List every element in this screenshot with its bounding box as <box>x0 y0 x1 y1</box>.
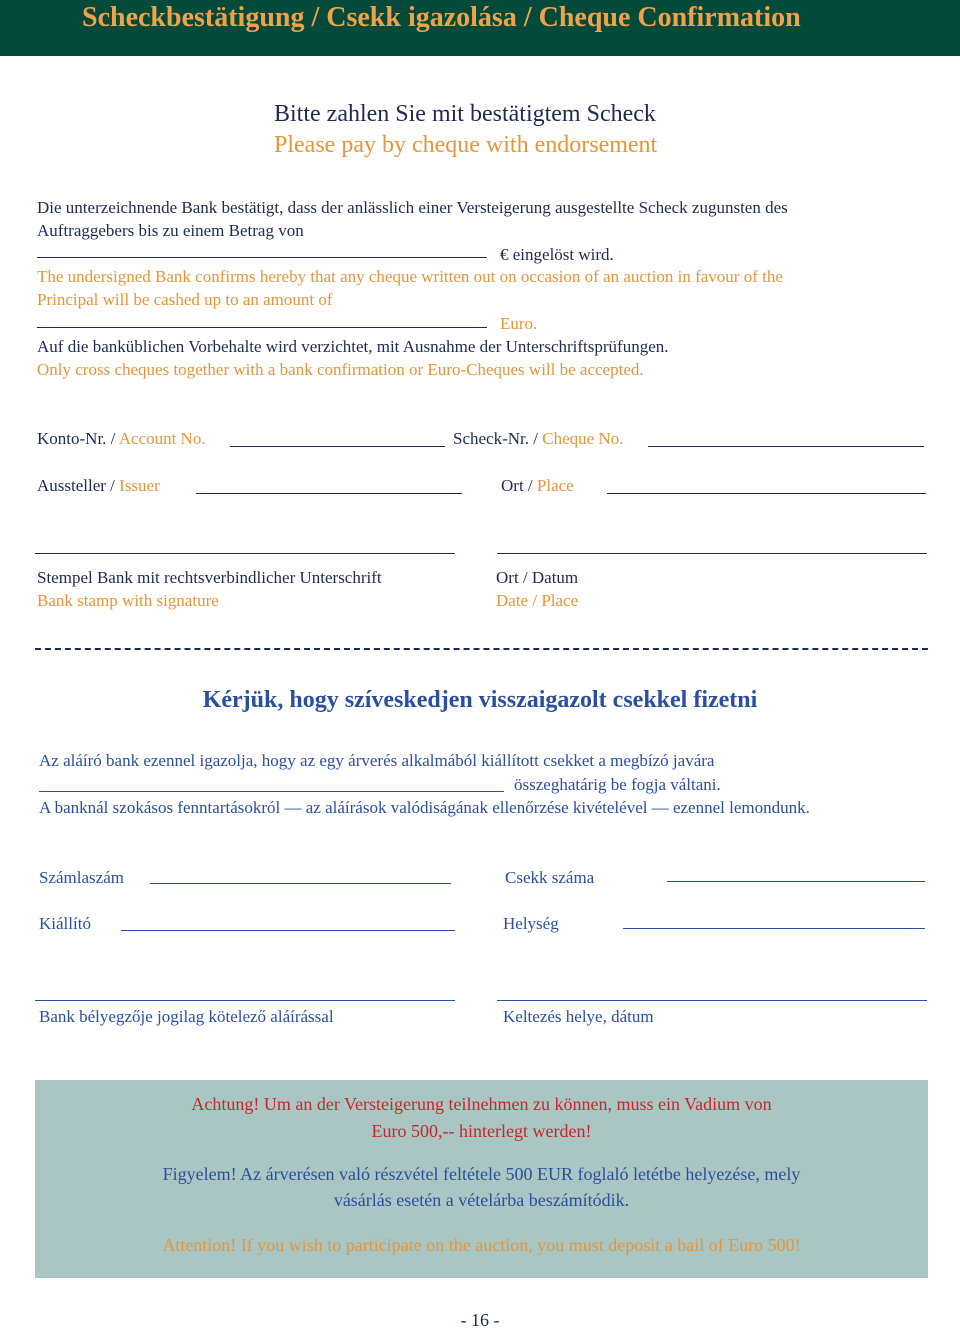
cheque-label-en: Cheque No. <box>542 429 624 448</box>
stamp-signature-line[interactable] <box>35 553 455 554</box>
notice-hu-line1: Figyelem! Az árverésen való részvétel feltétele 500 EUR foglaló letétbe helyezése, mely <box>162 1164 801 1184</box>
hu-account-field[interactable] <box>150 883 451 884</box>
hu-issuer-label: Kiállító <box>39 914 91 933</box>
notice-box <box>35 1080 928 1278</box>
notice-de-line1: Achtung! Um an der Versteigerung teilnehmen zu können, muss ein Vadium von <box>191 1094 772 1114</box>
place-label-de: Ort / <box>501 476 533 495</box>
hungarian-title: Kérjük, hogy szíveskedjen visszaigazolt csekkel fizetni <box>202 687 758 713</box>
hu-place-label: Helység <box>503 914 559 933</box>
date-label-de: Ort / Datum <box>496 568 579 587</box>
hu-body-line1: Az aláíró bank ezennel igazolja, hogy az egy árverés alkalmából kiállított csekket a megbízó javára <box>39 751 715 770</box>
issuer-field[interactable] <box>196 493 462 494</box>
notice-en-line1: Attention! If you wish to participate on the auction, you must deposit a bail of Euro 500! <box>162 1235 801 1255</box>
issuer-label-en: Issuer <box>119 476 160 495</box>
hu-date-line[interactable] <box>497 1000 927 1001</box>
amount-field-de[interactable] <box>37 257 487 258</box>
hu-body-line2: összeghatárig be fogja váltani. <box>514 775 721 794</box>
issuer-label <box>37 476 160 496</box>
hu-stamp-line[interactable] <box>35 1000 455 1001</box>
intro-heading-de: Bitte zahlen Sie mit bestätigtem Scheck <box>274 101 656 127</box>
place-field[interactable] <box>607 493 926 494</box>
hu-stamp-label: Bank bélyegzője jogilag kötelező aláírással <box>39 1007 334 1026</box>
body-de-line3: € eingelöst wird. <box>500 245 614 264</box>
waiver-de: Auf die banküblichen Vorbehalte wird verzichtet, mit Ausnahme der Unterschriftsprüfungen. <box>37 337 669 356</box>
place-label-en: Place <box>536 476 574 495</box>
cut-line <box>35 648 928 650</box>
date-place-line[interactable] <box>497 553 927 554</box>
waiver-en: Only cross cheques together with a bank confirmation or Euro-Cheques will be accepted. <box>37 360 644 379</box>
hu-issuer-field[interactable] <box>121 930 455 931</box>
stamp-label-en: Bank stamp with signature <box>37 591 219 610</box>
hu-body-line3: A banknál szokásos fenntartásokról — az aláírások valódiságának ellenőrzése kivételével — ezennel lemondunk. <box>39 798 810 817</box>
notice-de-line2: Euro 500,-- hinterlegt werden! <box>371 1121 592 1141</box>
amount-field-en[interactable] <box>37 327 487 328</box>
body-de-line1: Die unterzeichnende Bank bestätigt, dass der anlässlich einer Versteigerung ausgestellte Scheck zugunsten des <box>37 198 788 217</box>
stamp-label-de: Stempel Bank mit rechtsverbindlicher Unterschrift <box>37 568 382 587</box>
body-en-line3: Euro. <box>500 314 538 333</box>
hu-amount-field[interactable] <box>39 791 504 792</box>
hu-cheque-label: Csekk száma <box>505 868 595 887</box>
header-banner <box>0 0 960 56</box>
intro-heading-en: Please pay by cheque with endorsement <box>274 132 658 158</box>
cheque-label <box>453 429 623 449</box>
notice-hu-line2: vásárlás esetén a vételárba beszámítódik. <box>333 1190 630 1210</box>
hu-place-field[interactable] <box>623 928 925 929</box>
place-label <box>501 476 574 496</box>
hu-cheque-field[interactable] <box>667 881 925 882</box>
issuer-label-de: Aussteller / <box>37 476 115 495</box>
account-label-en: Account No. <box>118 429 206 448</box>
account-label-de: Konto-Nr. / <box>37 429 116 448</box>
body-de-line2: Auftraggebers bis zu einem Betrag von <box>37 221 304 240</box>
body-en-line1: The undersigned Bank confirms hereby that any cheque written out on occasion of an auction in favour of the <box>37 267 783 286</box>
cheque-label-de: Scheck-Nr. / <box>453 429 538 448</box>
account-field[interactable] <box>230 446 445 447</box>
cheque-field[interactable] <box>648 446 924 447</box>
body-en-line2: Principal will be cashed up to an amount of <box>37 290 333 309</box>
date-label-en: Date / Place <box>496 591 579 610</box>
account-label <box>37 429 206 449</box>
hu-date-label: Keltezés helye, dátum <box>503 1007 654 1026</box>
hu-account-label: Számlaszám <box>39 868 124 887</box>
page-title: Scheckbestätigung / Csekk igazolása / Cheque Confirmation <box>82 2 801 33</box>
page-number: - 16 - <box>460 1310 500 1330</box>
